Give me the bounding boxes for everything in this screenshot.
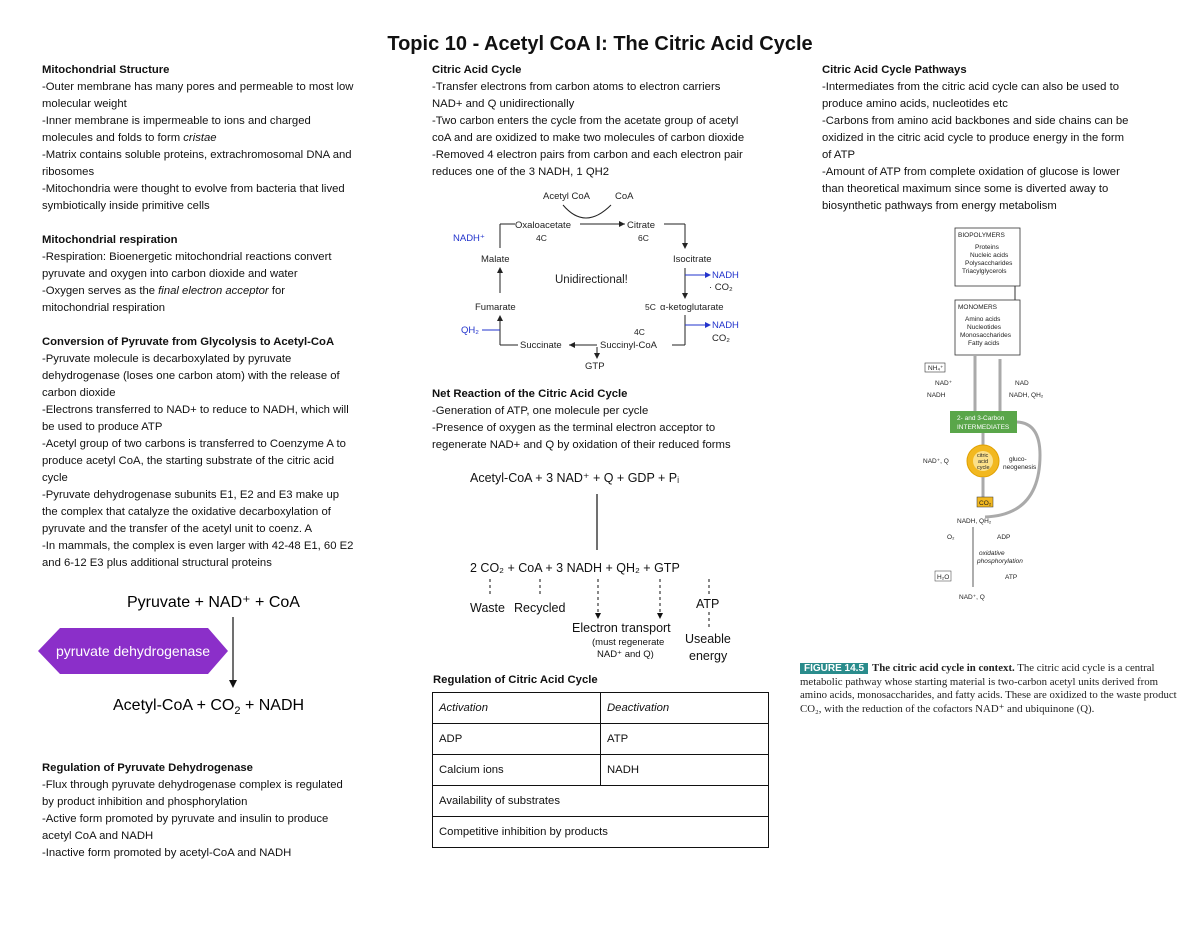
label-akg-carbons: 5C (645, 302, 656, 312)
pdh-products-sub: 2 (234, 705, 241, 717)
label-succinyl-coa: Succinyl-CoA (600, 340, 658, 351)
pdh-reactants: Pyruvate + NAD⁺ + CoA (127, 594, 300, 611)
table-cell: NADH (601, 755, 769, 786)
text-line: -Pyruvate molecule is decarboxylated by pyruvate (42, 353, 292, 365)
label-fatty-acids: Fatty acids (968, 340, 1000, 347)
text-line: -Pyruvate dehydrogenase subunits E1, E2 and E3 make up (42, 489, 340, 501)
column-middle-net (432, 386, 782, 454)
label-co2: CO₂ (979, 500, 992, 507)
text-line (42, 130, 392, 147)
label-nadh-left: NADH (927, 392, 946, 399)
column-left (42, 62, 392, 572)
text-line: -Electrons transferred to NAD+ to reduce to NADH, which will (42, 404, 349, 416)
label-nadh-left: NADH⁺ (453, 233, 485, 244)
pathway-figure (905, 225, 1085, 605)
net-atp: ATP (696, 597, 720, 611)
text-line: -Inactive form promoted by acetyl-CoA and NADH (42, 847, 292, 859)
label-polysaccharides: Polysaccharides (965, 260, 1013, 267)
column-left-lower (42, 760, 392, 862)
label-succinate: Succinate (520, 340, 562, 351)
heading-net-reaction: Net Reaction of the Citric Acid Cycle (432, 388, 628, 400)
label-citrate: Citrate (627, 220, 655, 231)
table-cell: Calcium ions (433, 755, 601, 786)
table-row (433, 724, 769, 755)
label-monomers: MONOMERS (958, 304, 997, 311)
label-nh4: NH₄⁺ (928, 365, 944, 372)
figure-caption (800, 662, 1180, 716)
text-line: and 6-12 E3 plus additional structural proteins (42, 557, 272, 569)
table-row (433, 786, 769, 817)
text-line: dehydrogenase (loses one carbon atom) with the release of (42, 370, 340, 382)
figure-label: FIGURE 14.5 (800, 663, 868, 674)
table-cell: Competitive inhibition by products (433, 817, 769, 848)
label-biopolymers: BIOPOLYMERS (958, 232, 1005, 239)
caption-title: The citric acid cycle in context. (872, 662, 1015, 674)
text-line: -In mammals, the complex is even larger with 42-48 E1, 60 E2 (42, 540, 354, 552)
label-intermediates-2: INTERMEDIATES (957, 424, 1010, 431)
net-products: 2 CO₂ + CoA + 3 NADH + QH₂ + GTP (470, 561, 680, 575)
label-nad-right: NAD (1015, 380, 1029, 387)
text-line: -Mitochondria were thought to evolve from bacteria that lived (42, 183, 345, 195)
text-line: be used to produce ATP (42, 421, 163, 433)
label-atp: ATP (1005, 574, 1018, 581)
text-line: pyruvate and the transfer of the acetyl unit to coenz. A (42, 523, 313, 535)
text-line: symbiotically inside primitive cells (42, 200, 210, 212)
label-oxidative: oxidative (979, 550, 1005, 557)
text-line: carbon dioxide (42, 387, 116, 399)
label-phosphorylation: phosphorylation (977, 558, 1023, 565)
text-line: reduces one of the 3 NADH, 1 QH2 (432, 166, 610, 178)
heading-pyruvate-conversion: Conversion of Pyruvate from Glycolysis to Acetyl-CoA (42, 336, 335, 348)
label-nad-left: NAD⁺ (935, 380, 953, 387)
text-line: NAD+ and Q unidirectionally (432, 98, 575, 110)
label-nadh-right: NADH, QH₂ (1009, 392, 1044, 399)
heading-cac-pathways: Citric Acid Cycle Pathways (822, 64, 967, 76)
label-oxaloacetate: Oxaloacetate (515, 220, 571, 231)
text-line: -Generation of ATP, one molecule per cycle (432, 405, 649, 417)
net-waste: Waste (470, 601, 505, 615)
text-line: by product inhibition and phosphorylation (42, 796, 248, 808)
label-triacylglycerols: Triacylglycerols (962, 268, 1007, 275)
column-middle (432, 62, 782, 181)
label-cycle-2: acid (978, 459, 989, 465)
label-gluco-1: gluco- (1009, 456, 1027, 463)
label-nadh-1: NADH (712, 270, 739, 281)
label-fumarate: Fumarate (475, 302, 516, 313)
text-line: -Respiration: Bioenergetic mitochondrial reactions convert (42, 251, 332, 263)
text-line: than theoretical maximum since some is diverted away to (822, 183, 1109, 195)
heading-pdh-regulation: Regulation of Pyruvate Dehydrogenase (42, 762, 253, 774)
net-electron-transport: Electron transport (572, 621, 671, 635)
text-line: oxidized in the citric acid cycle to produce energy in the form (822, 132, 1125, 144)
label-co2-1: · CO₂ (709, 282, 733, 293)
pdh-products-a: Acetyl-CoA + CO (113, 697, 235, 714)
table-header-deactivation: Deactivation (601, 693, 769, 724)
heading-mitochondrial-structure: Mitochondrial Structure (42, 64, 170, 76)
label-proteins: Proteins (975, 244, 999, 251)
text-span: for (268, 285, 286, 297)
table-cell: Availability of substrates (433, 786, 769, 817)
table-row (433, 755, 769, 786)
table-header-row (433, 693, 769, 724)
text-line: coA and are oxidized to make two molecules of carbon dioxide (432, 132, 745, 144)
text-line: produce amino acids, nucleotides etc (822, 98, 1008, 110)
text-line: -Active form promoted by pyruvate and insulin to produce (42, 813, 329, 825)
text-line: cycle (42, 472, 68, 484)
text-line: the complex that catalyze the oxidative decarboxylation of (42, 506, 331, 518)
text-line: -Carbons from amino acid backbones and side chains can be (822, 115, 1129, 127)
pyruvate-dehydrogenase-figure (30, 585, 390, 720)
heading-regulation-cac: Regulation of Citric Acid Cycle (433, 674, 598, 686)
text-line: regenerate NAD+ and Q by oxidation of their reduced forms (432, 439, 731, 451)
heading-mitochondrial-respiration: Mitochondrial respiration (42, 234, 178, 246)
pdh-products (113, 697, 304, 717)
text-line: pyruvate and oxygen into carbon dioxide and water (42, 268, 298, 280)
table-cell: ATP (601, 724, 769, 755)
label-isocitrate: Isocitrate (673, 254, 712, 265)
label-qh2: QH₂ (461, 325, 479, 336)
caption-text: The citric acid cycle is a central metabolic pathway whose starting material is two-carbon acetyl units derived from amino acids, monosaccharides, and fatty acids. These are oxidized to the waste product CO₂, with the reduction of the cofactors NAD⁺ and ubiquinone (Q). (800, 662, 1177, 715)
text-span: -Oxygen serves as the (42, 285, 159, 297)
label-unidirectional: Unidirectional! (555, 274, 628, 286)
net-et-note2: NAD⁺ and Q) (597, 649, 654, 660)
label-co2-2: CO₂ (712, 333, 730, 344)
label-amino-acids: Amino acids (965, 316, 1001, 323)
text-line: -Transfer electrons from carbon atoms to electron carriers (432, 81, 721, 93)
text-line: ribosomes (42, 166, 95, 178)
final-acceptor-term: final electron acceptor (158, 285, 269, 297)
label-gluco-2: neogenesis (1003, 464, 1037, 471)
net-et-note1: (must regenerate (592, 637, 665, 648)
text-line: -Presence of oxygen as the terminal electron acceptor to (432, 422, 716, 434)
label-malate: Malate (481, 254, 510, 265)
label-nad-q-bottom: NAD⁺, Q (959, 594, 985, 601)
label-cycle-1: citric (977, 453, 989, 459)
net-energy: energy (689, 649, 728, 663)
pdh-enzyme-label: pyruvate dehydrogenase (55, 643, 211, 659)
text-line: -Removed 4 electron pairs from carbon and each electron pair (432, 149, 743, 161)
net-reaction-figure (460, 462, 760, 667)
text-line: biosynthetic pathways from energy metabolism (822, 200, 1057, 212)
label-akg: α-ketoglutarate (660, 302, 724, 313)
text-line: -Matrix contains soluble proteins, extrachromosomal DNA and (42, 149, 352, 161)
label-gtp: GTP (585, 361, 605, 372)
heading-citric-acid-cycle: Citric Acid Cycle (432, 64, 522, 76)
text-line (42, 283, 392, 300)
label-cycle-3: cycle (977, 465, 990, 471)
net-reactants: Acetyl-CoA + 3 NAD⁺ + Q + GDP + Pᵢ (470, 471, 680, 485)
text-line: -Outer membrane has many pores and permeable to most low (42, 81, 354, 93)
label-h2o: H₂O (937, 574, 950, 581)
page-title: Topic 10 - Acetyl CoA I: The Citric Acid Cycle (387, 33, 813, 55)
label-nucleotides: Nucleotides (967, 324, 1001, 331)
text-line: acetyl CoA and NADH (42, 830, 154, 842)
label-coa: CoA (615, 191, 634, 202)
label-cit-carbons: 6C (638, 233, 649, 243)
label-nucleic-acids: Nucleic acids (970, 252, 1009, 259)
text-line: -Acetyl group of two carbons is transferred to Coenzyme A to (42, 438, 346, 450)
table-header-activation: Activation (433, 693, 601, 724)
citric-acid-cycle-diagram (445, 183, 775, 375)
text-line: mitochondrial respiration (42, 302, 166, 314)
net-recycled: Recycled (514, 601, 566, 615)
text-line: -Amount of ATP from complete oxidation of glucose is lower (822, 166, 1120, 178)
label-adp: ADP (997, 534, 1011, 541)
label-succ-carbons: 4C (634, 327, 645, 337)
cristae-term: cristae (183, 132, 217, 144)
regulation-table (432, 692, 769, 848)
label-nadh-2: NADH (712, 320, 739, 331)
label-o2: O₂ (947, 534, 955, 541)
text-line: -Intermediates from the citric acid cycle can also be used to (822, 81, 1119, 93)
text-span: molecules and folds to form (42, 132, 184, 144)
label-oxa-carbons: 4C (536, 233, 547, 243)
text-line: -Inner membrane is impermeable to ions and charged (42, 115, 311, 127)
label-nad-q: NAD⁺, Q (923, 458, 949, 465)
label-monosaccharides: Monosaccharides (960, 332, 1011, 339)
label-intermediates-1: 2- and 3-Carbon (957, 415, 1005, 422)
table-row (433, 817, 769, 848)
pdh-products-b: + NADH (240, 697, 305, 714)
label-nadh-qh2: NADH, QH₂ (957, 518, 992, 525)
column-right (822, 62, 1167, 215)
text-line: produce acetyl CoA, the starting substrate of the citric acid (42, 455, 334, 467)
text-line: of ATP (822, 149, 856, 161)
text-line: molecular weight (42, 98, 127, 110)
table-cell: ADP (433, 724, 601, 755)
label-acetyl-coa: Acetyl CoA (543, 191, 590, 202)
text-line: -Flux through pyruvate dehydrogenase complex is regulated (42, 779, 343, 791)
net-useable: Useable (685, 632, 731, 646)
text-line: -Two carbon enters the cycle from the acetate group of acetyl (432, 115, 739, 127)
